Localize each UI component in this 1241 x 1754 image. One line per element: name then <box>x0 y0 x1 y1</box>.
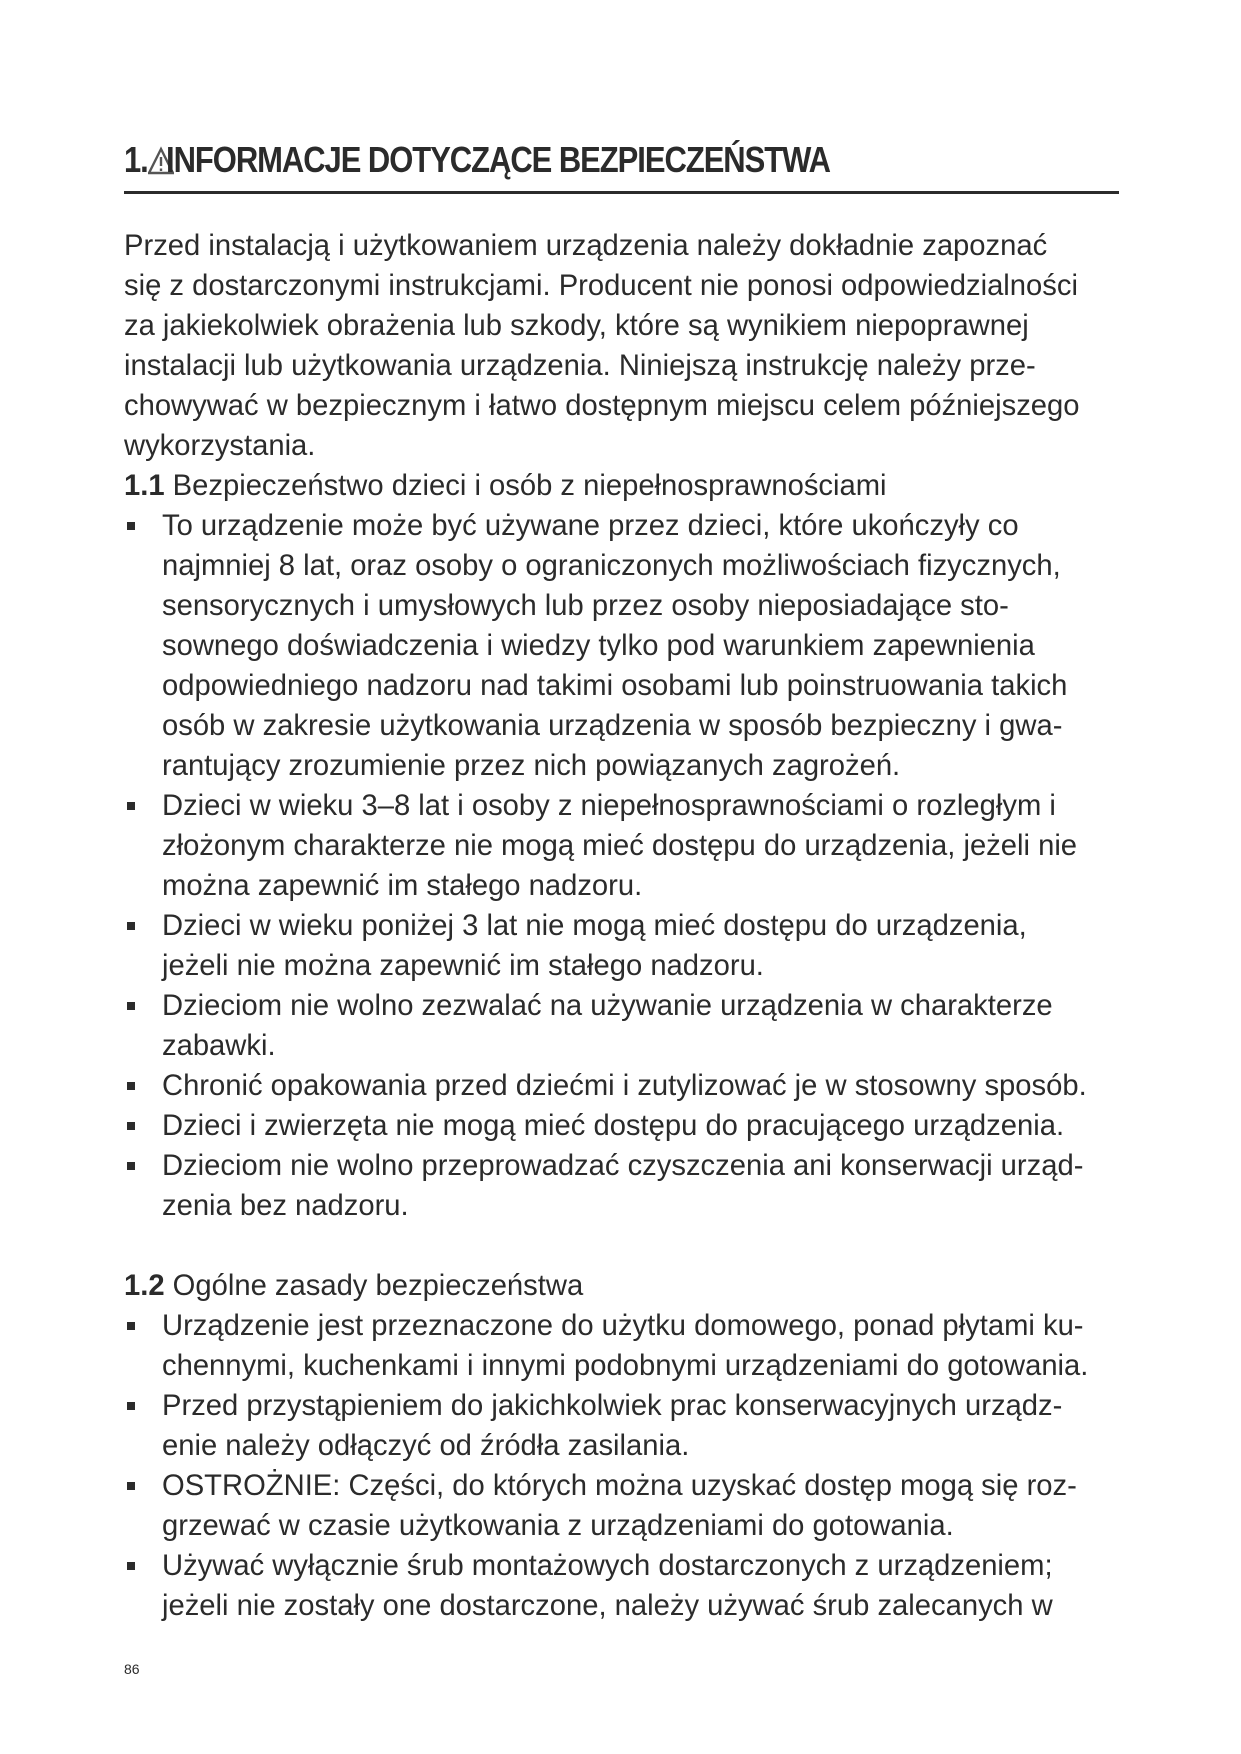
section-number: 1.1 <box>124 470 165 502</box>
section-spacer <box>124 1226 1124 1266</box>
list-item-line: Dzieciom nie wolno zezwalać na używanie urządzenia w charakterze <box>162 990 1053 1022</box>
list-item <box>124 1546 1124 1626</box>
list-item-line: zenia bez nadzoru. <box>162 1190 409 1222</box>
list-item-line: Dzieci w wieku poniżej 3 lat nie mogą mieć dostępu do urządzenia, <box>162 910 1027 942</box>
list-item-line: sownego doświadczenia i wiedzy tylko pod warunkiem zapewnienia <box>162 630 1035 662</box>
list-item-line: enie należy odłączyć od źródła zasilania. <box>162 1430 690 1462</box>
list-item-line: OSTROŻNIE: Części, do których można uzyskać dostęp mogą się roz- <box>162 1470 1077 1502</box>
list-item <box>124 1306 1124 1386</box>
list-item-line: Chronić opakowania przed dziećmi i zutylizować je w stosowny sposób. <box>162 1070 1087 1102</box>
list-item <box>124 1466 1124 1546</box>
list-item-line: rantujący zrozumienie przez nich powiązanych zagrożeń. <box>162 750 901 782</box>
list-item-line: Dzieci w wieku 3–8 lat i osoby z niepełnosprawnościami o rozległym i <box>162 790 1056 822</box>
document-body <box>124 226 1124 1626</box>
list-item-line: zabawki. <box>162 1030 276 1062</box>
list-item-line: Dzieciom nie wolno przeprowadzać czyszczenia ani konserwacji urząd- <box>162 1150 1084 1182</box>
list-item-line: Przed przystąpieniem do jakichkolwiek prac konserwacyjnych urządz- <box>162 1390 1063 1422</box>
list-item-line: złożonym charakterze nie mogą mieć dostępu do urządzenia, jeżeli nie <box>162 830 1078 862</box>
intro-line: Przed instalacją i użytkowaniem urządzenia należy dokładnie zapoznać <box>124 230 1048 262</box>
list-item <box>124 1066 1124 1106</box>
intro-line: instalacji lub użytkowania urządzenia. Niniejszą instrukcję należy prze- <box>124 350 1036 382</box>
list-item-line: Dzieci i zwierzęta nie mogą mieć dostępu do pracującego urządzenia. <box>162 1110 1065 1142</box>
chapter-heading <box>124 138 1119 194</box>
section-number: 1.2 <box>124 1270 165 1302</box>
list-item-line: odpowiedniego nadzoru nad takimi osobami lub poinstruowania takich <box>162 670 1068 702</box>
list-item-line: To urządzenie może być używane przez dzieci, które ukończyły co <box>162 510 1019 542</box>
list-item-line: można zapewnić im stałego nadzoru. <box>162 870 643 902</box>
list-item-line: chennymi, kuchenkami i innymi podobnymi urządzeniami do gotowania. <box>162 1350 1089 1382</box>
section-title-text: Bezpieczeństwo dzieci i osób z niepełnosprawnościami <box>164 470 887 502</box>
list-item-line: sensorycznych i umysłowych lub przez osoby nieposiadające sto- <box>162 590 1009 622</box>
list-item-line: jeżeli nie można zapewnić im stałego nadzoru. <box>162 950 764 982</box>
section-title-text: Ogólne zasady bezpieczeństwa <box>164 1270 584 1302</box>
intro-line: wykorzystania. <box>124 430 316 462</box>
list-item <box>124 506 1124 786</box>
list-item-line: Używać wyłącznie śrub montażowych dostarczonych z urządzeniem; <box>162 1550 1053 1582</box>
list-item-line: osób w zakresie użytkowania urządzenia w sposób bezpieczny i gwa- <box>162 710 1063 742</box>
intro-line: chowywać w bezpiecznym i łatwo dostępnym miejscu celem późniejszego <box>124 390 1080 422</box>
list-item <box>124 1386 1124 1466</box>
intro-paragraph <box>124 226 1124 466</box>
intro-line: się z dostarczonymi instrukcjami. Producent nie ponosi odpowiedzialności <box>124 270 1078 302</box>
page-number: 86 <box>124 1661 140 1677</box>
list-item-line: najmniej 8 lat, oraz osoby o ograniczonych możliwościach fizycznych, <box>162 550 1061 582</box>
list-item-line: Urządzenie jest przeznaczone do użytku domowego, ponad płytami ku- <box>162 1310 1084 1342</box>
section-title-1-2 <box>124 1266 1124 1306</box>
list-item <box>124 906 1124 986</box>
bullet-list-general-safety <box>124 1306 1124 1626</box>
intro-line: za jakiekolwiek obrażenia lub szkody, które są wynikiem niepoprawnej <box>124 310 1029 342</box>
list-item <box>124 986 1124 1066</box>
list-item <box>124 1106 1124 1146</box>
list-item <box>124 1146 1124 1226</box>
list-item <box>124 786 1124 906</box>
bullet-list-children-safety <box>124 506 1124 1226</box>
section-title-1-1 <box>124 466 1124 506</box>
chapter-title: INFORMACJE DOTYCZĄCE BEZPIECZEŃSTWA <box>165 139 830 180</box>
list-item-line: jeżeli nie zostały one dostarczone, należy używać śrub zalecanych w <box>162 1590 1053 1622</box>
chapter-number: 1. <box>124 139 148 180</box>
list-item-line: grzewać w czasie użytkowania z urządzeniami do gotowania. <box>162 1510 954 1542</box>
